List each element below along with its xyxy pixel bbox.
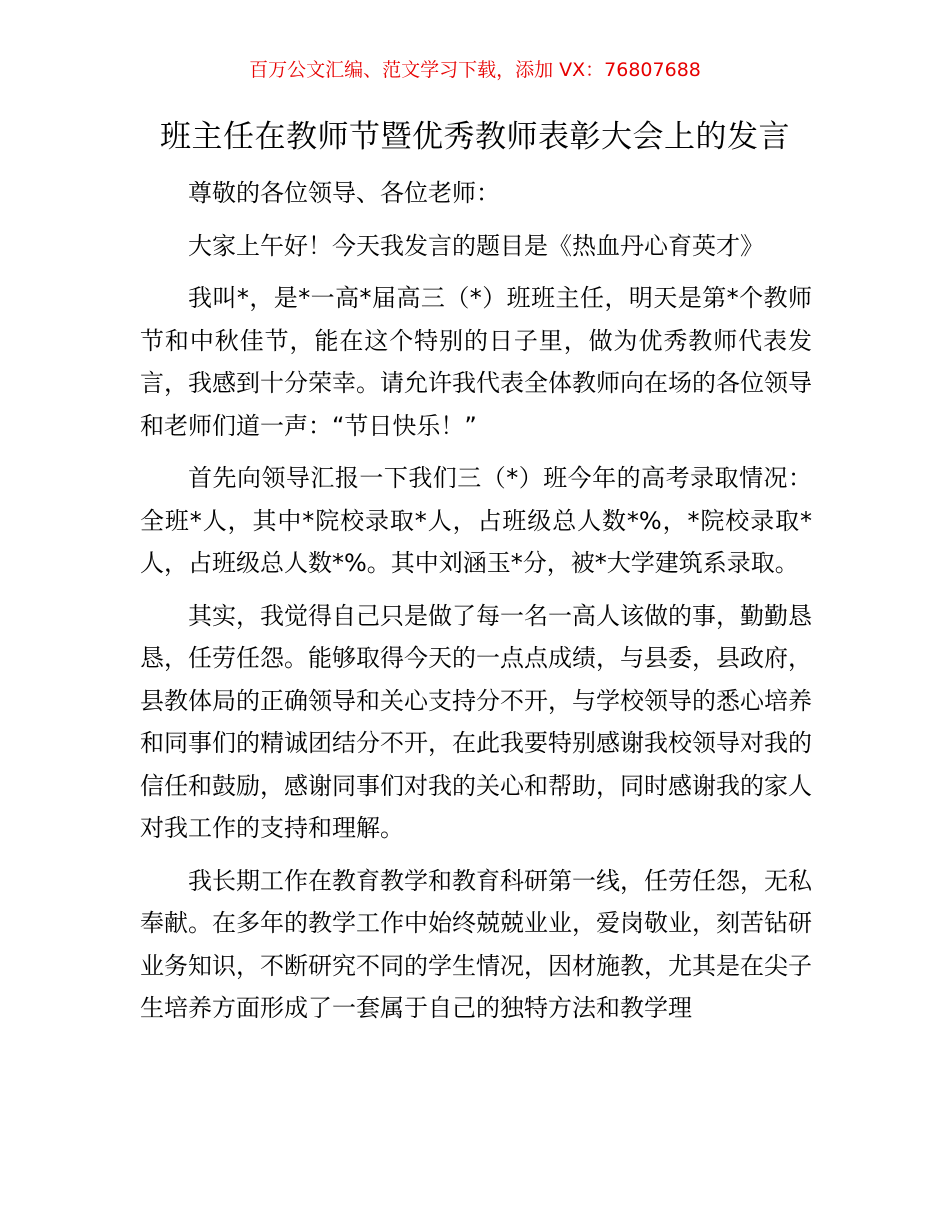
paragraph-acknowledgements: 其实，我觉得自己只是做了每一名一高人该做的事，勤勤恳恳，任劳任怨。能够取得今天的一点点成绩，与县委，县政府，县教体局的正确领导和关心支持分不开，与学校领导的悉心培养和同事们的精诚团结分不开，在此我要特别感谢我校领导对我的信任和鼓励，感谢同事们对我的关心和帮助，同时感谢我的家人对我工作的支持和理解。 (140, 601, 812, 842)
paragraph-teaching-work: 我长期工作在教育教学和教育科研第一线，任劳任怨，无私奉献。在多年的教学工作中始终兢兢业业，爱岗敬业，刻苦钻研业务知识，不断研究不同的学生情况，因材施教，尤其是在尖子生培养方面形成了一套属于自己的独特方法和教学理 (140, 866, 812, 1022)
paragraph-admission-report: 首先向领导汇报一下我们三（*）班今年的高考录取情况：全班*人，其中*院校录取*人，占班级总人数*%，*院校录取*人，占班级总人数*%。其中刘涵玉*分，被*大学建筑系录取。 (140, 464, 812, 577)
paragraph-greeting: 大家上午好！今天我发言的题目是《热血丹心育英才》 (188, 231, 764, 260)
paragraph-salutation: 尊敬的各位领导、各位老师： (188, 179, 500, 207)
document-title: 班主任在教师节暨优秀教师表彰大会上的发言 (160, 119, 790, 155)
paragraph-introduction: 我叫*，是*一高*届高三（*）班班主任，明天是第*个教师节和中秋佳节，能在这个特别的日子里，做为优秀教师代表发言，我感到十分荣幸。请允许我代表全体教师向在场的各位领导和老师们道一声：“节日快乐！” (140, 284, 812, 440)
document-body (140, 172, 812, 1040)
watermark-header: 百万公文汇编、范文学习下载，添加 VX：76807688 (249, 59, 701, 81)
